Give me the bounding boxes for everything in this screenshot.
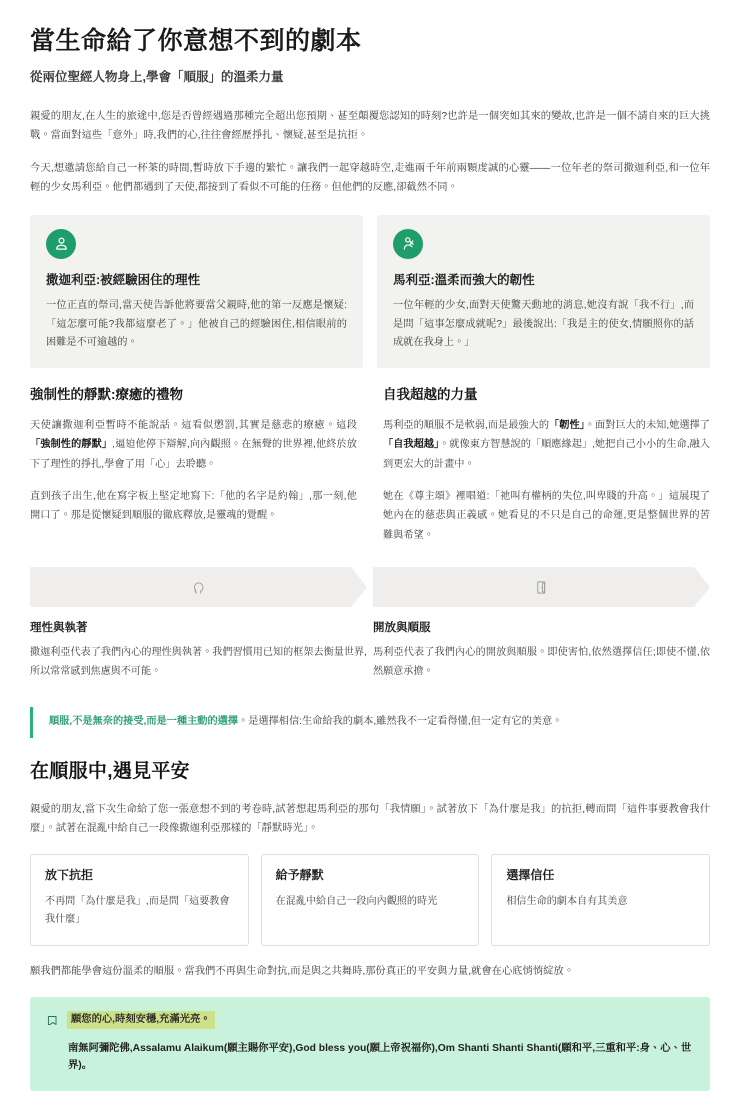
- analysis-emphasis-2: 「自我超越」: [383, 439, 440, 451]
- quote-text: [49, 713, 710, 731]
- blessing-highlight-text: 願您的心,時刻安穩,充滿光亮。: [67, 1011, 215, 1028]
- analysis-paragraph-2: 她在《尊主頌》裡唱道:「祂叫有權柄的失位,叫卑賤的升高。」這展現了她內在的慈悲與正義感。她看見的不只是自己的命運,更是整個世界的苦難與希望。: [383, 490, 710, 541]
- practice-box-trust: [491, 854, 710, 946]
- chevron-banner: [30, 567, 367, 607]
- chevron-banner: [373, 567, 710, 607]
- blessing-body-text: 南無阿彌陀佛,Assalamu Alaikum(願主賜你平安),God bless you(願上帝祝福你),Om Shanti Shanti Shanti(願和平,三重和平:身、心、世界)。: [68, 1042, 692, 1072]
- figure-card-mary: [377, 215, 710, 368]
- page-title: 當生命給了你意想不到的劇本: [30, 27, 362, 55]
- analysis-row: [30, 386, 710, 545]
- quote-rest: 。是選擇相信:生命給我的劇本,雖然我不一定看得懂,但一定有它的美意。: [238, 716, 563, 728]
- practice-box-row: [30, 854, 710, 946]
- analysis-emphasis: 「韌性」: [549, 419, 585, 431]
- analysis-text-a: 馬利亞的順服不是軟弱,而是最強大的: [383, 419, 550, 431]
- practice-box-release: [30, 854, 249, 946]
- chevron-title: 開放與順服: [373, 622, 431, 635]
- user-icon: [46, 229, 76, 259]
- practice-description: 相信生命的劇本自有其美意: [506, 896, 628, 908]
- chevron-column-reason: [30, 567, 367, 681]
- analysis-column-silence: [30, 386, 357, 545]
- blessing-header: [46, 1011, 694, 1028]
- intro-section: [30, 107, 710, 197]
- open-door-icon: [534, 580, 549, 595]
- praying-figure-icon: [393, 229, 423, 259]
- analysis-title: 自我超越的力量: [383, 387, 478, 403]
- chevron-description: 馬利亞代表了我們內心的開放與順服。即使害怕,依然選擇信任;即使不懂,依然願意承擔。: [373, 647, 710, 677]
- analysis-text-b: ,逼迫他停下辯解,向內觀照。在無聲的世界裡,他終於放下了理性的掙扎,學會了用「心」去聆聽。: [30, 439, 357, 470]
- highlight-blockquote: [30, 707, 710, 737]
- page-subtitle: 從兩位聖經人物身上,學會「順服」的溫柔力量: [30, 70, 284, 85]
- analysis-paragraph-2: 直到孩子出生,他在寫字板上堅定地寫下:「他的名字是約翰」,那一刻,他開口了。那是從懷疑到順服的徹底釋放,是靈魂的覺醒。: [30, 490, 357, 522]
- figure-card-title: 撒迦利亞:被經驗困住的理性: [46, 272, 201, 287]
- intro-paragraph-1: 親愛的朋友,在人生的旅途中,您是否曾經遇過那種完全超出您預期、甚至顛覆您認知的時刻?也許是一個突如其來的變故,也許是一個不請自來的巨大挑戰。當面對這些「意外」時,我們的心,往往會經歷掙扎、懷疑,甚至是抗拒。: [30, 110, 710, 141]
- figure-card-description: 一位年輕的少女,面對天使驚天動地的消息,她沒有說「我不行」,而是問「這事怎麼成就呢?」最後說出:「我是主的使女,情願照你的話成就在我身上。」: [393, 300, 694, 348]
- analysis-column-transcendence: [383, 386, 710, 545]
- analysis-paragraph-1: [383, 416, 710, 474]
- analysis-text-a: 天使讓撒迦利亞暫時不能說話。這看似懲罰,其實是慈悲的療癒。這段: [30, 419, 357, 431]
- analysis-paragraph-1: [30, 416, 357, 474]
- figure-card-title: 馬利亞:溫柔而強大的韌性: [393, 272, 535, 287]
- analysis-text-b: 。面對巨大的未知,她選擇了: [584, 419, 710, 431]
- head-profile-icon: [191, 580, 206, 595]
- chevron-column-surrender: [373, 567, 710, 681]
- intro-paragraph-2: 今天,想邀請您給自己一杯茶的時間,暫時放下手邊的繁忙。讓我們一起穿越時空,走進兩千年前兩顆虔誠的心靈——一位年老的祭司撒迦利亞,和一位年輕的少女馬利亞。他們都遇到了天使,都接到了看似不可能的任務。但他們的反應,卻截然不同。: [30, 162, 710, 193]
- analysis-emphasis: 「強制性的靜默」: [30, 439, 113, 451]
- section-title-peace: 在順服中,遇見平安: [30, 760, 190, 782]
- practice-description: 在混亂中給自己一段向內觀照的時光: [275, 896, 438, 908]
- practice-title: 給予靜默: [275, 868, 324, 883]
- chevron-title: 理性與執著: [30, 622, 88, 635]
- analysis-text-c: 。就像東方智慧說的「順應緣起」,她把自己小小的生命,融入到更宏大的計畫中。: [383, 439, 710, 470]
- practice-title: 選擇信任: [506, 868, 555, 883]
- outro-paragraph: 願我們都能學會這份溫柔的順服。當我們不再與生命對抗,而是與之共舞時,那份真正的平安與力量,就會在心底悄悄綻放。: [30, 966, 575, 978]
- practice-description: 不再問「為什麼是我」,而是問「這要教會我什麼」: [45, 896, 230, 926]
- figure-card-zechariah: [30, 215, 363, 368]
- closing-paragraph: 親愛的朋友,當下次生命給了您一張意想不到的考卷時,試著想起馬利亞的那句「我情願」。試著放下「為什麼是我」的抗拒,轉而問「這件事要教會我什麼」。試著在混亂中給自己一段像撒迦利亞那樣的「靜默時光」。: [30, 804, 710, 835]
- quote-lead: 順服,不是無奈的接受,而是一種主動的選擇: [49, 716, 239, 728]
- blessing-callout: [30, 997, 710, 1090]
- bookmark-icon: [46, 1014, 59, 1027]
- practice-title: 放下抗拒: [45, 868, 94, 883]
- chevron-row: [30, 567, 710, 681]
- practice-box-silence: [261, 854, 480, 946]
- chevron-description: 撒迦利亞代表了我們內心的理性與執著。我們習慣用已知的框架去衡量世界,所以常常感到焦慮與不可能。: [30, 647, 367, 677]
- figure-card-row: [30, 215, 710, 368]
- analysis-title: 強制性的靜默:療癒的禮物: [30, 387, 183, 403]
- figure-card-description: 一位正直的祭司,當天使告訴他將要當父親時,他的第一反應是懷疑:「這怎麼可能?我都這麼老了。」他被自己的經驗困住,相信眼前的困難是不可逾越的。: [46, 300, 347, 348]
